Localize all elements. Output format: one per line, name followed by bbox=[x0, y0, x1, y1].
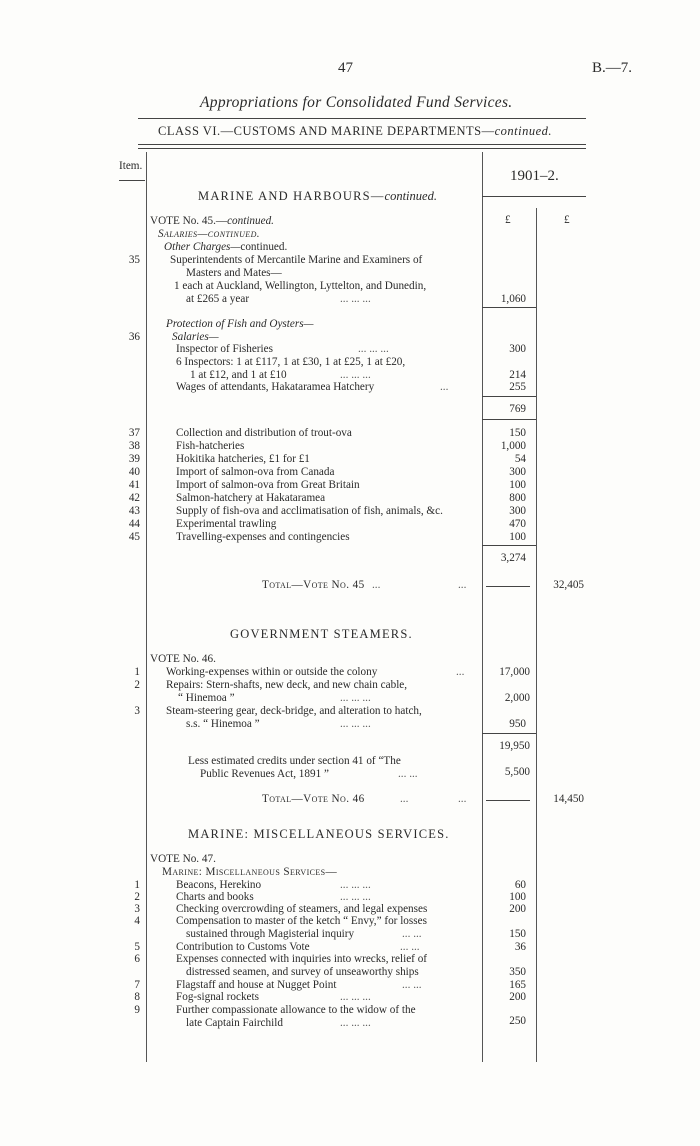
leader-dots: ... bbox=[458, 793, 467, 805]
subtotal-amount: 769 bbox=[509, 403, 526, 415]
protection-heading: Protection of Fish and Oysters— bbox=[166, 318, 314, 330]
item-text: sustained through Magisterial inquiry bbox=[186, 928, 355, 940]
item-amount: 300 bbox=[509, 466, 526, 478]
class-heading: CLASS VI.—CUSTOMS AND MARINE DEPARTMENTS—continued. bbox=[158, 124, 553, 138]
leader-dots: ... ... ... bbox=[340, 991, 371, 1003]
item-number: 2 bbox=[134, 679, 140, 691]
item-text: Working-expenses within or outside the colony bbox=[166, 666, 378, 678]
amount-rule bbox=[482, 307, 536, 308]
item-number: 39 bbox=[128, 453, 140, 465]
item-amount: 255 bbox=[509, 381, 526, 393]
item-column-line bbox=[146, 152, 147, 1062]
leader-dots: ... ... ... bbox=[358, 343, 389, 355]
item-text: “ Hinemoa ” bbox=[178, 692, 235, 704]
vote-46-label: VOTE No. 46. bbox=[150, 653, 216, 665]
item-amount: 350 bbox=[509, 966, 526, 978]
item-text: Experimental trawling bbox=[176, 518, 277, 530]
total-dash bbox=[486, 586, 530, 587]
item-text: Collection and distribution of trout-ova bbox=[176, 427, 352, 439]
item-column-header: Item. bbox=[119, 160, 143, 172]
leader-dots: ... ... bbox=[402, 928, 422, 940]
page-title: Appropriations for Consolidated Fund Services. bbox=[200, 94, 513, 111]
item-amount: 1,000 bbox=[500, 440, 526, 452]
page-number: 47 bbox=[338, 60, 353, 76]
government-steamers-heading: GOVERNMENT STEAMERS. bbox=[230, 627, 413, 641]
item-number: 9 bbox=[134, 1004, 140, 1016]
misc-services-heading: MARINE: MISCELLANEOUS SERVICES. bbox=[188, 827, 450, 841]
amount-rule bbox=[482, 733, 536, 734]
item-number: 38 bbox=[128, 440, 140, 452]
item-amount: 150 bbox=[509, 928, 526, 940]
amount-column-line-1 bbox=[482, 152, 483, 1062]
class-rule-1 bbox=[138, 144, 586, 145]
item-amount: 200 bbox=[509, 991, 526, 1003]
leader-dots: ... bbox=[440, 381, 449, 393]
item-amount: 300 bbox=[509, 343, 526, 355]
item-number: 36 bbox=[128, 331, 140, 343]
leader-dots: ... ... ... bbox=[340, 879, 371, 891]
item-amount: 165 bbox=[509, 979, 526, 991]
item-number: 7 bbox=[134, 979, 140, 991]
total-vote-45-label: Total—Vote No. 45 bbox=[262, 579, 365, 591]
item-text: Contribution to Customs Vote bbox=[176, 941, 310, 953]
item-number: 35 bbox=[128, 254, 140, 266]
item-text: 6 Inspectors: 1 at £117, 1 at £30, 1 at £25, 1 at £20, bbox=[176, 356, 406, 368]
item-number: 40 bbox=[128, 466, 140, 478]
item-text: Further compassionate allowance to the widow of the bbox=[176, 1004, 416, 1016]
leader-dots: ... ... ... bbox=[340, 891, 371, 903]
item-text: Compensation to master of the ketch “ Envy,” for losses bbox=[176, 915, 427, 927]
item-amount: 950 bbox=[509, 718, 526, 730]
year-header: 1901–2. bbox=[510, 168, 559, 184]
misc-sub-heading: Marine: Miscellaneous Services— bbox=[162, 866, 338, 878]
document-reference: B.—7. bbox=[592, 60, 633, 76]
class-rule-2 bbox=[138, 148, 586, 149]
item-text: Expenses connected with inquiries into wrecks, relief of bbox=[176, 953, 428, 965]
item-amount: 470 bbox=[509, 518, 526, 530]
year-header-rule bbox=[482, 196, 586, 197]
item-text: Checking overcrowding of steamers, and legal expenses bbox=[176, 903, 428, 915]
title-rule bbox=[138, 118, 586, 119]
item-text: 1 each at Auckland, Wellington, Lyttelton, and Dunedin, bbox=[174, 280, 427, 292]
item-text: Beacons, Herekino bbox=[176, 879, 262, 891]
pound-sign-col2: £ bbox=[564, 214, 570, 226]
item-amount: 2,000 bbox=[504, 692, 530, 704]
item-amount: 800 bbox=[509, 492, 526, 504]
item-number: 41 bbox=[128, 479, 140, 491]
item-text: distressed seamen, and survey of unseaworthy ships bbox=[186, 966, 419, 978]
item-text: Superintendents of Mercantile Marine and Examiners of bbox=[170, 254, 423, 266]
item-text: Fish-hatcheries bbox=[176, 440, 245, 452]
item-number: 4 bbox=[134, 915, 140, 927]
item-amount: 300 bbox=[509, 505, 526, 517]
item-text: Charts and books bbox=[176, 891, 254, 903]
pound-sign-col1: £ bbox=[505, 214, 511, 226]
item-amount: 100 bbox=[509, 531, 526, 543]
item-amount: 100 bbox=[509, 891, 526, 903]
subtotal-amount: 19,950 bbox=[499, 740, 530, 752]
other-charges-label: Other Charges—continued. bbox=[164, 241, 288, 253]
leader-dots: ... ... ... bbox=[340, 369, 371, 381]
total-dash bbox=[486, 800, 530, 801]
subtotal-amount: 3,274 bbox=[500, 552, 526, 564]
amount-rule bbox=[482, 396, 536, 397]
item-amount: 17,000 bbox=[499, 666, 530, 678]
leader-dots: ... bbox=[456, 666, 465, 678]
item-number: 42 bbox=[128, 492, 140, 504]
item-amount: 200 bbox=[509, 903, 526, 915]
amount-rule bbox=[482, 545, 536, 546]
salaries-continued: Salaries—continued. bbox=[158, 228, 260, 240]
item-text: Repairs: Stern-shafts, new deck, and new chain cable, bbox=[166, 679, 408, 691]
leader-dots: ... ... bbox=[402, 979, 422, 991]
leader-dots: ... ... ... bbox=[340, 692, 371, 704]
less-credits-text: Public Revenues Act, 1891 ” bbox=[200, 768, 329, 780]
leader-dots: ... bbox=[400, 793, 409, 805]
item-number: 44 bbox=[128, 518, 140, 530]
leader-dots: ... ... ... bbox=[340, 1017, 371, 1029]
leader-dots: ... ... ... bbox=[340, 718, 371, 730]
leader-dots: ... ... bbox=[400, 941, 420, 953]
item-amount: 150 bbox=[509, 427, 526, 439]
item-amount: 100 bbox=[509, 479, 526, 491]
item-text: s.s. “ Hinemoa ” bbox=[186, 718, 260, 730]
amount-rule bbox=[482, 419, 536, 420]
item-number: 3 bbox=[134, 705, 140, 717]
item-text: Fog-signal rockets bbox=[176, 991, 259, 1003]
item-text: Import of salmon-ova from Canada bbox=[176, 466, 335, 478]
total-vote-46-label: Total—Vote No. 46 bbox=[262, 793, 365, 805]
item-number: 1 bbox=[134, 666, 140, 678]
total-vote-45-amount: 32,405 bbox=[553, 579, 584, 591]
total-vote-46-amount: 14,450 bbox=[553, 793, 584, 805]
item-text: Masters and Mates— bbox=[186, 267, 282, 279]
less-credits-text: Less estimated credits under section 41 of “The bbox=[188, 755, 401, 767]
leader-dots: ... bbox=[458, 579, 467, 591]
item-text: Salmon-hatchery at Hakataramea bbox=[176, 492, 326, 504]
item-number: 6 bbox=[134, 953, 140, 965]
item-text: Wages of attendants, Hakataramea Hatchery bbox=[176, 381, 375, 393]
item-amount: 214 bbox=[509, 369, 526, 381]
item-amount: 1,060 bbox=[500, 293, 526, 305]
credits-amount: 5,500 bbox=[504, 766, 530, 778]
leader-dots: ... bbox=[372, 579, 381, 591]
item-number: 45 bbox=[128, 531, 140, 543]
item-amount: 54 bbox=[514, 453, 526, 465]
item-text: late Captain Fairchild bbox=[186, 1017, 283, 1029]
item-text: Hokitika hatcheries, £1 for £1 bbox=[176, 453, 310, 465]
salaries-label: Salaries— bbox=[172, 331, 219, 343]
item-amount: 36 bbox=[514, 941, 526, 953]
leader-dots: ... ... bbox=[398, 768, 418, 780]
item-text: Travelling-expenses and contingencies bbox=[176, 531, 350, 543]
item-number: 37 bbox=[128, 427, 140, 439]
item-text: Inspector of Fisheries bbox=[176, 343, 273, 355]
item-number: 43 bbox=[128, 505, 140, 517]
item-number: 5 bbox=[134, 941, 140, 953]
item-amount: 60 bbox=[514, 879, 526, 891]
item-header-rule bbox=[119, 180, 145, 181]
item-number: 3 bbox=[134, 903, 140, 915]
item-number: 2 bbox=[134, 891, 140, 903]
item-text: Steam-steering gear, deck-bridge, and alteration to hatch, bbox=[166, 705, 422, 717]
item-number: 1 bbox=[134, 879, 140, 891]
item-text: Supply of fish-ova and acclimatisation of fish, animals, &c. bbox=[176, 505, 443, 517]
item-number: 8 bbox=[134, 991, 140, 1003]
vote-45-label: VOTE No. 45.—continued. bbox=[150, 215, 274, 227]
vote-47-label: VOTE No. 47. bbox=[150, 853, 216, 865]
item-text: Flagstaff and house at Nugget Point bbox=[176, 979, 337, 991]
item-text: Import of salmon-ova from Great Britain bbox=[176, 479, 360, 491]
leader-dots: ... ... ... bbox=[340, 293, 371, 305]
item-text: 1 at £12, and 1 at £10 bbox=[190, 369, 287, 381]
item-amount: 250 bbox=[509, 1015, 526, 1027]
marine-harbours-heading: MARINE AND HARBOURS—continued. bbox=[198, 189, 437, 203]
amount-column-line-2 bbox=[536, 208, 537, 1062]
item-text: at £265 a year bbox=[186, 293, 250, 305]
